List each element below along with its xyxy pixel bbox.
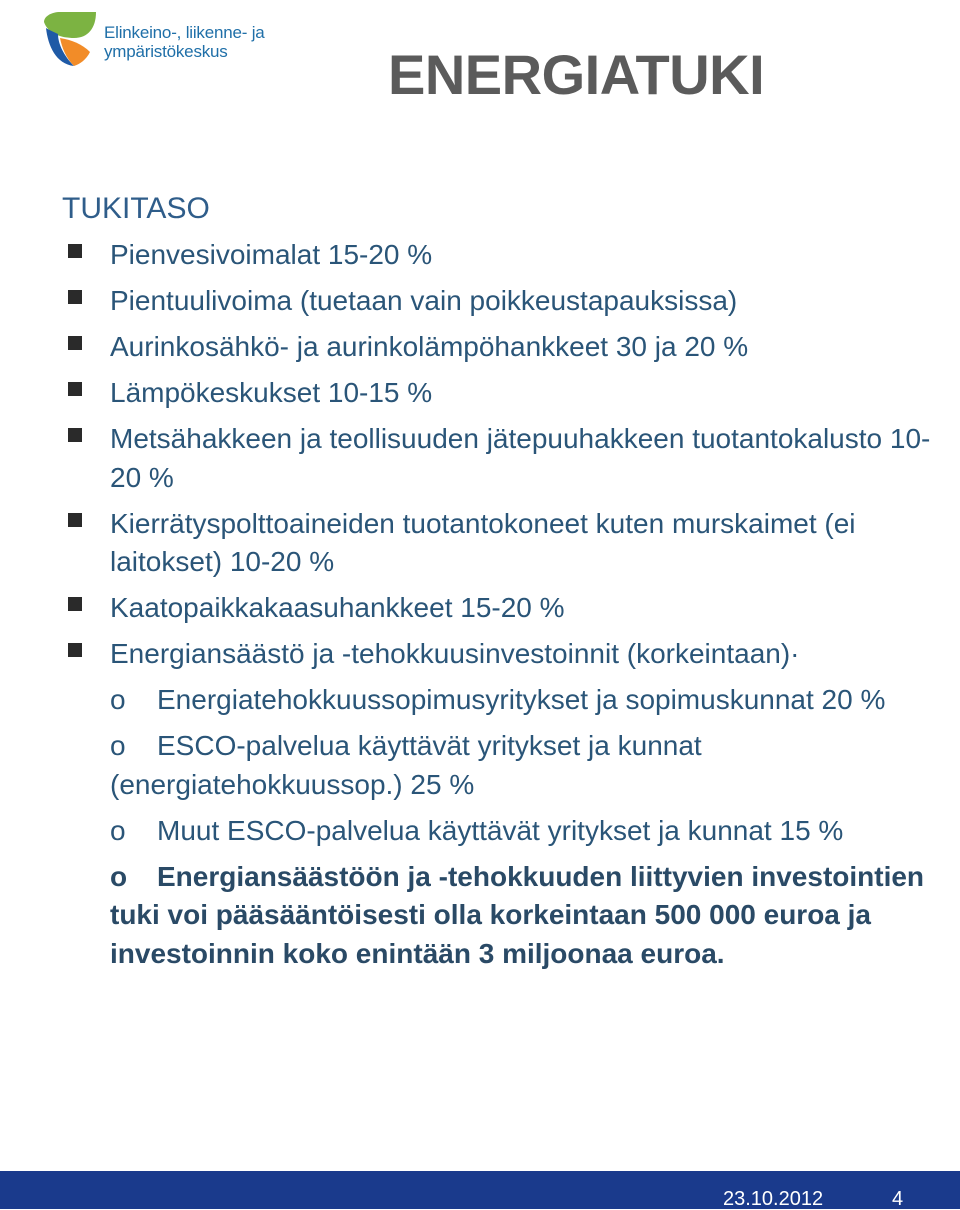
- sub-item: [110, 681, 942, 720]
- bullet-item: [62, 328, 942, 367]
- square-bullet-icon: [68, 643, 82, 657]
- bullet-text: Aurinkosähkö- ja aurinkolämpöhankkeet 30 ja 20 %: [110, 331, 749, 362]
- bullet-text: Metsähakkeen ja teollisuuden jätepuuhakkeen tuotantokalusto 10-20 %: [110, 423, 931, 493]
- sub-bullet-marker: o: [110, 814, 126, 846]
- sub-item-text: Muut ESCO-palvelua käyttävät yritykset ja kunnat 15 %: [157, 814, 844, 846]
- sub-bullet-marker: o: [110, 860, 128, 892]
- bullet-item: [62, 420, 942, 497]
- sub-item: [110, 858, 942, 974]
- ely-logo-mark-icon: [38, 8, 100, 70]
- bullet-text: Kierrätyspolttoaineiden tuotantokoneet kuten murskaimet (ei laitokset) 10-20 %: [110, 507, 856, 577]
- square-bullet-icon: [68, 244, 82, 258]
- bullet-text: Lämpökeskukset 10-15 %: [110, 377, 433, 408]
- bullet-text: Energiansäästö ja -tehokkuusinvestoinnit (korkeintaan)·: [110, 638, 800, 669]
- bullet-item: [62, 236, 942, 275]
- logo-line-2: ympäristökeskus: [104, 42, 228, 61]
- ely-logo-text: [104, 23, 265, 61]
- bullet-text: Kaatopaikkakaasuhankkeet 15-20 %: [110, 592, 565, 623]
- bullet-item: [62, 374, 942, 413]
- footer-bar: [0, 1171, 960, 1209]
- sub-bullet-marker: o: [110, 730, 126, 761]
- square-bullet-icon: [68, 428, 82, 442]
- square-bullet-icon: [68, 513, 82, 527]
- square-bullet-icon: [68, 290, 82, 304]
- sub-list: [110, 681, 942, 973]
- bullet-item: [62, 589, 942, 628]
- sub-bullet-marker: o: [110, 684, 126, 715]
- bullet-item: [62, 282, 942, 321]
- section-heading: TUKITASO: [62, 192, 210, 225]
- sub-item-text: Energiatehokkuussopimusyritykset ja sopimuskunnat 20 %: [157, 684, 886, 715]
- bullet-item: [62, 635, 942, 973]
- square-bullet-icon: [68, 336, 82, 350]
- sub-item: [110, 727, 942, 804]
- square-bullet-icon: [68, 382, 82, 396]
- logo-line-1: Elinkeino-, liikenne- ja: [104, 23, 265, 42]
- page-number: 4: [892, 1188, 904, 1210]
- square-bullet-icon: [68, 597, 82, 611]
- sub-item: [110, 812, 942, 851]
- bullet-list: [62, 236, 942, 973]
- bullet-text: Pientuulivoima (tuetaan vain poikkeustapauksissa): [110, 285, 738, 316]
- bullet-text: Pienvesivoimalat 15-20 %: [110, 239, 433, 270]
- bullet-item: [62, 505, 942, 582]
- sub-item-text: Energiansäästöön ja -tehokkuuden liittyvien investointien tuki voi pääsääntöisesti olla korkeintaan 500 000 euroa ja investoinnin koko enintään 3 miljoonaa euroa.: [110, 860, 925, 969]
- slide-content: [62, 236, 942, 973]
- footer-date: 23.10.2012: [723, 1188, 824, 1210]
- slide-title: ENERGIATUKI: [388, 43, 765, 106]
- ely-logo: [38, 8, 278, 70]
- sub-item-text: ESCO-palvelua käyttävät yritykset ja kunnat (energiatehokkuussop.) 25 %: [110, 730, 702, 800]
